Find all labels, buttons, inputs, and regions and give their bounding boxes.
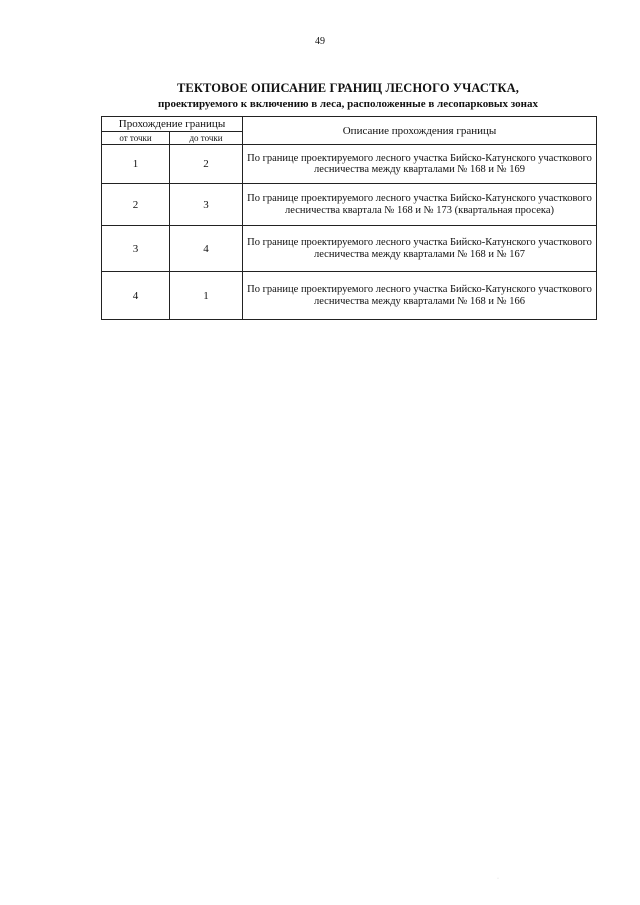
- header-from-point: от точки: [102, 132, 170, 145]
- cell-description: По границе проектируемого лесного участка Бийско-Катунского участкового лесничества квартала № 168 и № 173 (квартальная просека): [243, 184, 597, 226]
- header-boundary-passage: Прохождение границы: [102, 117, 243, 132]
- table-row: [102, 145, 597, 184]
- cell-to-point: 1: [170, 272, 243, 320]
- cell-from-point: 3: [102, 226, 170, 272]
- page-number: 49: [315, 36, 325, 47]
- table-header-row: [102, 117, 597, 132]
- document-subtitle: проектируемого к включению в леса, расположенные в лесопарковых зонах: [158, 98, 538, 110]
- cell-to-point: 2: [170, 145, 243, 184]
- cell-from-point: 2: [102, 184, 170, 226]
- boundary-table: [101, 116, 597, 320]
- document-title: ТЕКТОВОЕ ОПИСАНИЕ ГРАНИЦ ЛЕСНОГО УЧАСТКА,: [176, 81, 520, 95]
- table-row: [102, 184, 597, 226]
- cell-from-point: 4: [102, 272, 170, 320]
- cell-description: По границе проектируемого лесного участка Бийско-Катунского участкового лесничества между кварталами № 168 и № 166: [243, 272, 597, 320]
- cell-description: По границе проектируемого лесного участка Бийско-Катунского участкового лесничества между кварталами № 168 и № 167: [243, 226, 597, 272]
- table-row: [102, 226, 597, 272]
- scan-speck: ·: [497, 876, 499, 882]
- header-to-point: до точки: [170, 132, 243, 145]
- cell-to-point: 4: [170, 226, 243, 272]
- cell-description: По границе проектируемого лесного участка Бийско-Катунского участкового лесничества между кварталами № 168 и № 169: [243, 145, 597, 184]
- cell-to-point: 3: [170, 184, 243, 226]
- title-block: [100, 81, 596, 111]
- table-row: [102, 272, 597, 320]
- header-description: Описание прохождения границы: [243, 117, 597, 145]
- cell-from-point: 1: [102, 145, 170, 184]
